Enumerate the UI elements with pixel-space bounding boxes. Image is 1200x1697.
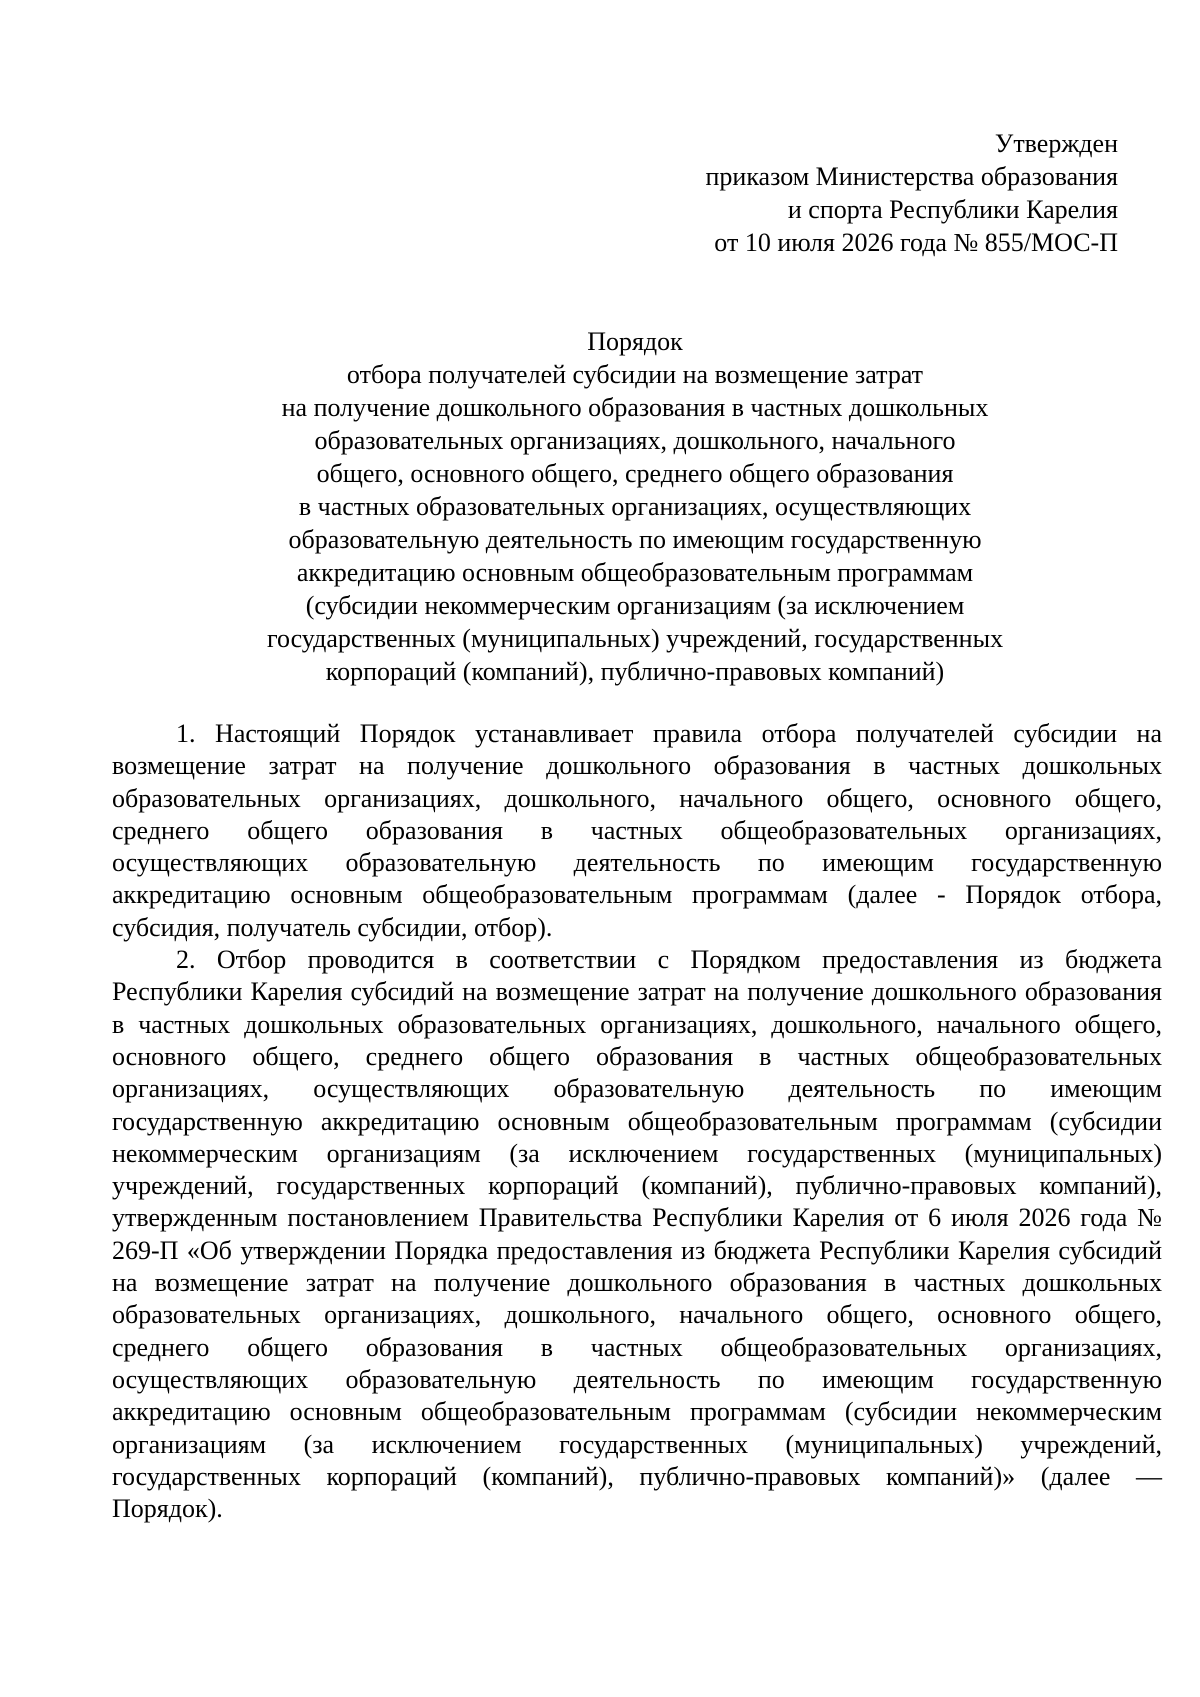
title-line: образовательную деятельность по имеющим государственную xyxy=(288,525,982,554)
document-title xyxy=(110,325,1160,688)
paragraph-2: 2. Отбор проводится в соответствии с Порядком предоставления из бюджета Республики Карелия субсидий на возмещение затрат на получение дошкольного образования в частных дошкольных образовательных организациях, дошкольного, начального общего, основного общего, среднего общего образования в частных общеобразовательных организациях, осуществляющих образовательную деятельность по имеющим государственную аккредитацию основным общеобразовательным программам (субсидии некоммерческим организациям (за исключением государственных (муниципальных) учреждений, государственных корпораций (компаний), публично-правовых компаний), утвержденным постановлением Правительства Республики Карелия от 6 июля 2026 года № 269-П «Об утверждении Порядка предоставления из бюджета Республики Карелия субсидий на возмещение затрат на получение дошкольного образования в частных дошкольных образовательных организациях, дошкольного, начального общего, основного общего, среднего общего образования в частных общеобразовательных организациях, осуществляющих образовательную деятельность по имеющим государственную аккредитацию основным общеобразовательным программам (субсидии некоммерческим организациям (за исключением государственных (муниципальных) учреждений, государственных корпораций (компаний), публично-правовых компаний)» (далее — Порядок). xyxy=(112,945,1162,1524)
document-body xyxy=(112,718,1162,1525)
title-line: на получение дошкольного образования в частных дошкольных xyxy=(281,393,989,422)
paragraph-1: 1. Настоящий Порядок устанавливает правила отбора получателей субсидии на возмещение затрат на получение дошкольного образования в частных дошкольных образовательных организациях, дошкольного, начального общего, основного общего, среднего общего образования в частных общеобразовательных организациях, осуществляющих образовательную деятельность по имеющим государственную аккредитацию основным общеобразовательным программам (далее - Порядок отбора, субсидия, получатель субсидии, отбор). xyxy=(112,719,1162,942)
title-line: (субсидии некоммерческим организациям (за исключением xyxy=(305,591,965,620)
approval-line: Утвержден xyxy=(994,129,1118,158)
approval-line: от 10 июля 2026 года № 855/МОС-П xyxy=(714,228,1118,257)
title-line: отбора получателей субсидии на возмещение затрат xyxy=(346,360,924,389)
title-line: корпораций (компаний), публично-правовых компаний) xyxy=(325,657,945,686)
approval-stamp xyxy=(705,127,1118,259)
approval-line: приказом Министерства образования xyxy=(705,162,1118,191)
title-line: общего, основного общего, среднего общего образования xyxy=(316,459,954,488)
title-heading: Порядок xyxy=(587,327,683,356)
approval-line: и спорта Республики Карелия xyxy=(787,195,1118,224)
title-line: государственных (муниципальных) учреждений, государственных xyxy=(266,624,1004,653)
title-line: в частных образовательных организациях, осуществляющих xyxy=(298,492,972,521)
title-line: аккредитацию основным общеобразовательным программам xyxy=(296,558,974,587)
title-line: образовательных организациях, дошкольного, начального xyxy=(314,426,956,455)
